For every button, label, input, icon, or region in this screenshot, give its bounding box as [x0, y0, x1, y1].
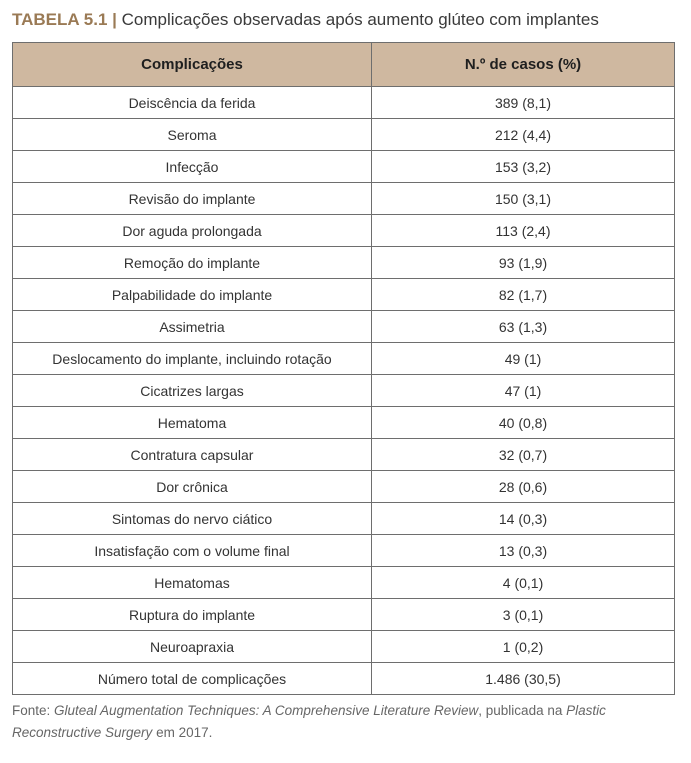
table-row — [13, 535, 675, 567]
header-complications: Complicações — [13, 43, 372, 87]
complication-cell: Assimetria — [13, 311, 372, 343]
complication-cell: Sintomas do nervo ciático — [13, 503, 372, 535]
complication-cell: Hematomas — [13, 567, 372, 599]
source-suffix: em 2017. — [152, 725, 213, 740]
cases-cell: 28 (0,6) — [372, 471, 675, 503]
header-cases: N.º de casos (%) — [372, 43, 675, 87]
table-row — [13, 631, 675, 663]
cases-cell: 212 (4,4) — [372, 119, 675, 151]
cases-cell: 153 (3,2) — [372, 151, 675, 183]
cases-cell: 4 (0,1) — [372, 567, 675, 599]
complication-cell: Contratura capsular — [13, 439, 372, 471]
source-journal: Plastic Reconstructive Surgery — [12, 703, 606, 740]
cases-cell: 93 (1,9) — [372, 247, 675, 279]
cases-cell: 14 (0,3) — [372, 503, 675, 535]
complication-cell: Insatisfação com o volume final — [13, 535, 372, 567]
table-row — [13, 151, 675, 183]
table-row — [13, 215, 675, 247]
table-row — [13, 471, 675, 503]
table-row — [13, 343, 675, 375]
cases-cell: 13 (0,3) — [372, 535, 675, 567]
table-row — [13, 183, 675, 215]
table-row — [13, 567, 675, 599]
table-row — [13, 599, 675, 631]
total-label-cell: Número total de complicações — [13, 663, 372, 695]
complications-table — [12, 42, 675, 695]
table-row — [13, 503, 675, 535]
source-note — [12, 700, 678, 744]
complication-cell: Deiscência da ferida — [13, 87, 372, 119]
table-row — [13, 247, 675, 279]
table-number: TABELA 5.1 — [12, 10, 108, 29]
cases-cell: 49 (1) — [372, 343, 675, 375]
complication-cell: Cicatrizes largas — [13, 375, 372, 407]
table-title — [12, 9, 599, 31]
complication-cell: Neuroapraxia — [13, 631, 372, 663]
complication-cell: Ruptura do implante — [13, 599, 372, 631]
cases-cell: 1 (0,2) — [372, 631, 675, 663]
complication-cell: Seroma — [13, 119, 372, 151]
table-row — [13, 87, 675, 119]
source-middle: , publicada na — [478, 703, 567, 718]
cases-cell: 389 (8,1) — [372, 87, 675, 119]
cases-cell: 113 (2,4) — [372, 215, 675, 247]
title-separator: | — [112, 10, 117, 29]
source-work-title: Gluteal Augmentation Techniques: A Comprehensive Literature Review — [54, 703, 479, 718]
complication-cell: Dor aguda prolongada — [13, 215, 372, 247]
cases-cell: 63 (1,3) — [372, 311, 675, 343]
table-row — [13, 407, 675, 439]
table-row — [13, 439, 675, 471]
cases-cell: 47 (1) — [372, 375, 675, 407]
complication-cell: Hematoma — [13, 407, 372, 439]
cases-cell: 3 (0,1) — [372, 599, 675, 631]
complication-cell: Infecção — [13, 151, 372, 183]
total-value-cell: 1.486 (30,5) — [372, 663, 675, 695]
cases-cell: 40 (0,8) — [372, 407, 675, 439]
table-total-row — [13, 663, 675, 695]
complication-cell: Remoção do implante — [13, 247, 372, 279]
cases-cell: 150 (3,1) — [372, 183, 675, 215]
complication-cell: Dor crônica — [13, 471, 372, 503]
table-header-row — [13, 43, 675, 87]
complication-cell: Revisão do implante — [13, 183, 372, 215]
table-title-text: Complicações observadas após aumento glúteo com implantes — [121, 10, 599, 29]
table-row — [13, 119, 675, 151]
table-row — [13, 311, 675, 343]
complication-cell: Deslocamento do implante, incluindo rotação — [13, 343, 372, 375]
table-row — [13, 375, 675, 407]
complication-cell: Palpabilidade do implante — [13, 279, 372, 311]
cases-cell: 82 (1,7) — [372, 279, 675, 311]
source-prefix: Fonte: — [12, 703, 55, 718]
cases-cell: 32 (0,7) — [372, 439, 675, 471]
table-row — [13, 279, 675, 311]
